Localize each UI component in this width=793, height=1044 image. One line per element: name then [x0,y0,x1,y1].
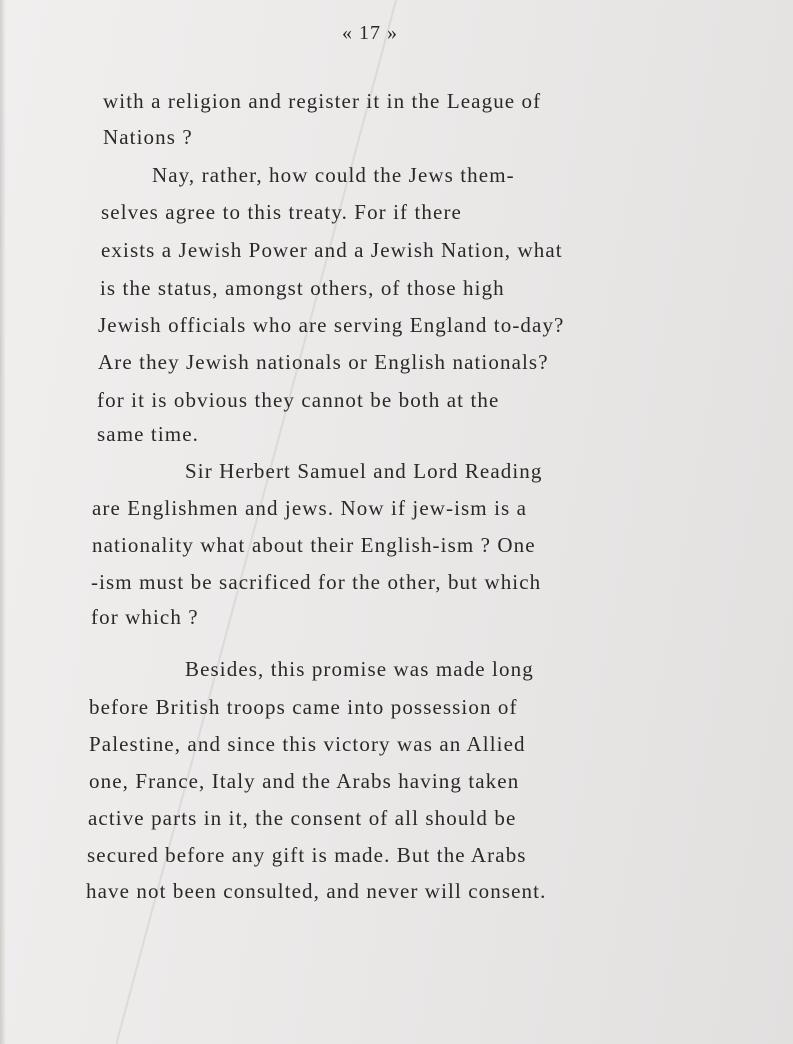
text-line: Sir Herbert Samuel and Lord Reading [185,459,543,483]
text-line: exists a Jewish Power and a Jewish Nation, what [101,238,563,262]
page-number: « 17 » [342,22,398,44]
text-line: Jewish officials who are serving England to-day? [98,313,565,337]
text-line: same time. [97,422,199,446]
text-line: Palestine, and since this victory was an Allied [89,732,526,756]
text-line: Nay, rather, how could the Jews them- [152,163,515,187]
text-line: are Englishmen and jews. Now if jew-ism is a [92,496,528,520]
text-line: for it is obvious they cannot be both at the [97,388,500,412]
text-line: Besides, this promise was made long [185,657,534,681]
text-line: active parts in it, the consent of all should be [88,806,517,830]
text-line: is the status, amongst others, of those high [100,276,505,300]
text-line: one, France, Italy and the Arabs having taken [89,769,520,793]
text-line: before British troops came into possession of [89,695,518,719]
text-line: selves agree to this treaty. For if there [101,200,462,224]
text-line: nationality what about their English-ism ? One [92,533,536,557]
text-line: Are they Jewish nationals or English nationals? [98,350,549,374]
text-line: have not been consulted, and never will consent. [86,879,547,903]
text-line: -ism must be sacrificed for the other, but which [91,570,542,594]
text-line: secured before any gift is made. But the Arabs [87,843,527,867]
text-line: Nations ? [103,125,193,149]
text-line: for which ? [91,605,199,629]
text-line: with a religion and register it in the League of [103,89,542,113]
